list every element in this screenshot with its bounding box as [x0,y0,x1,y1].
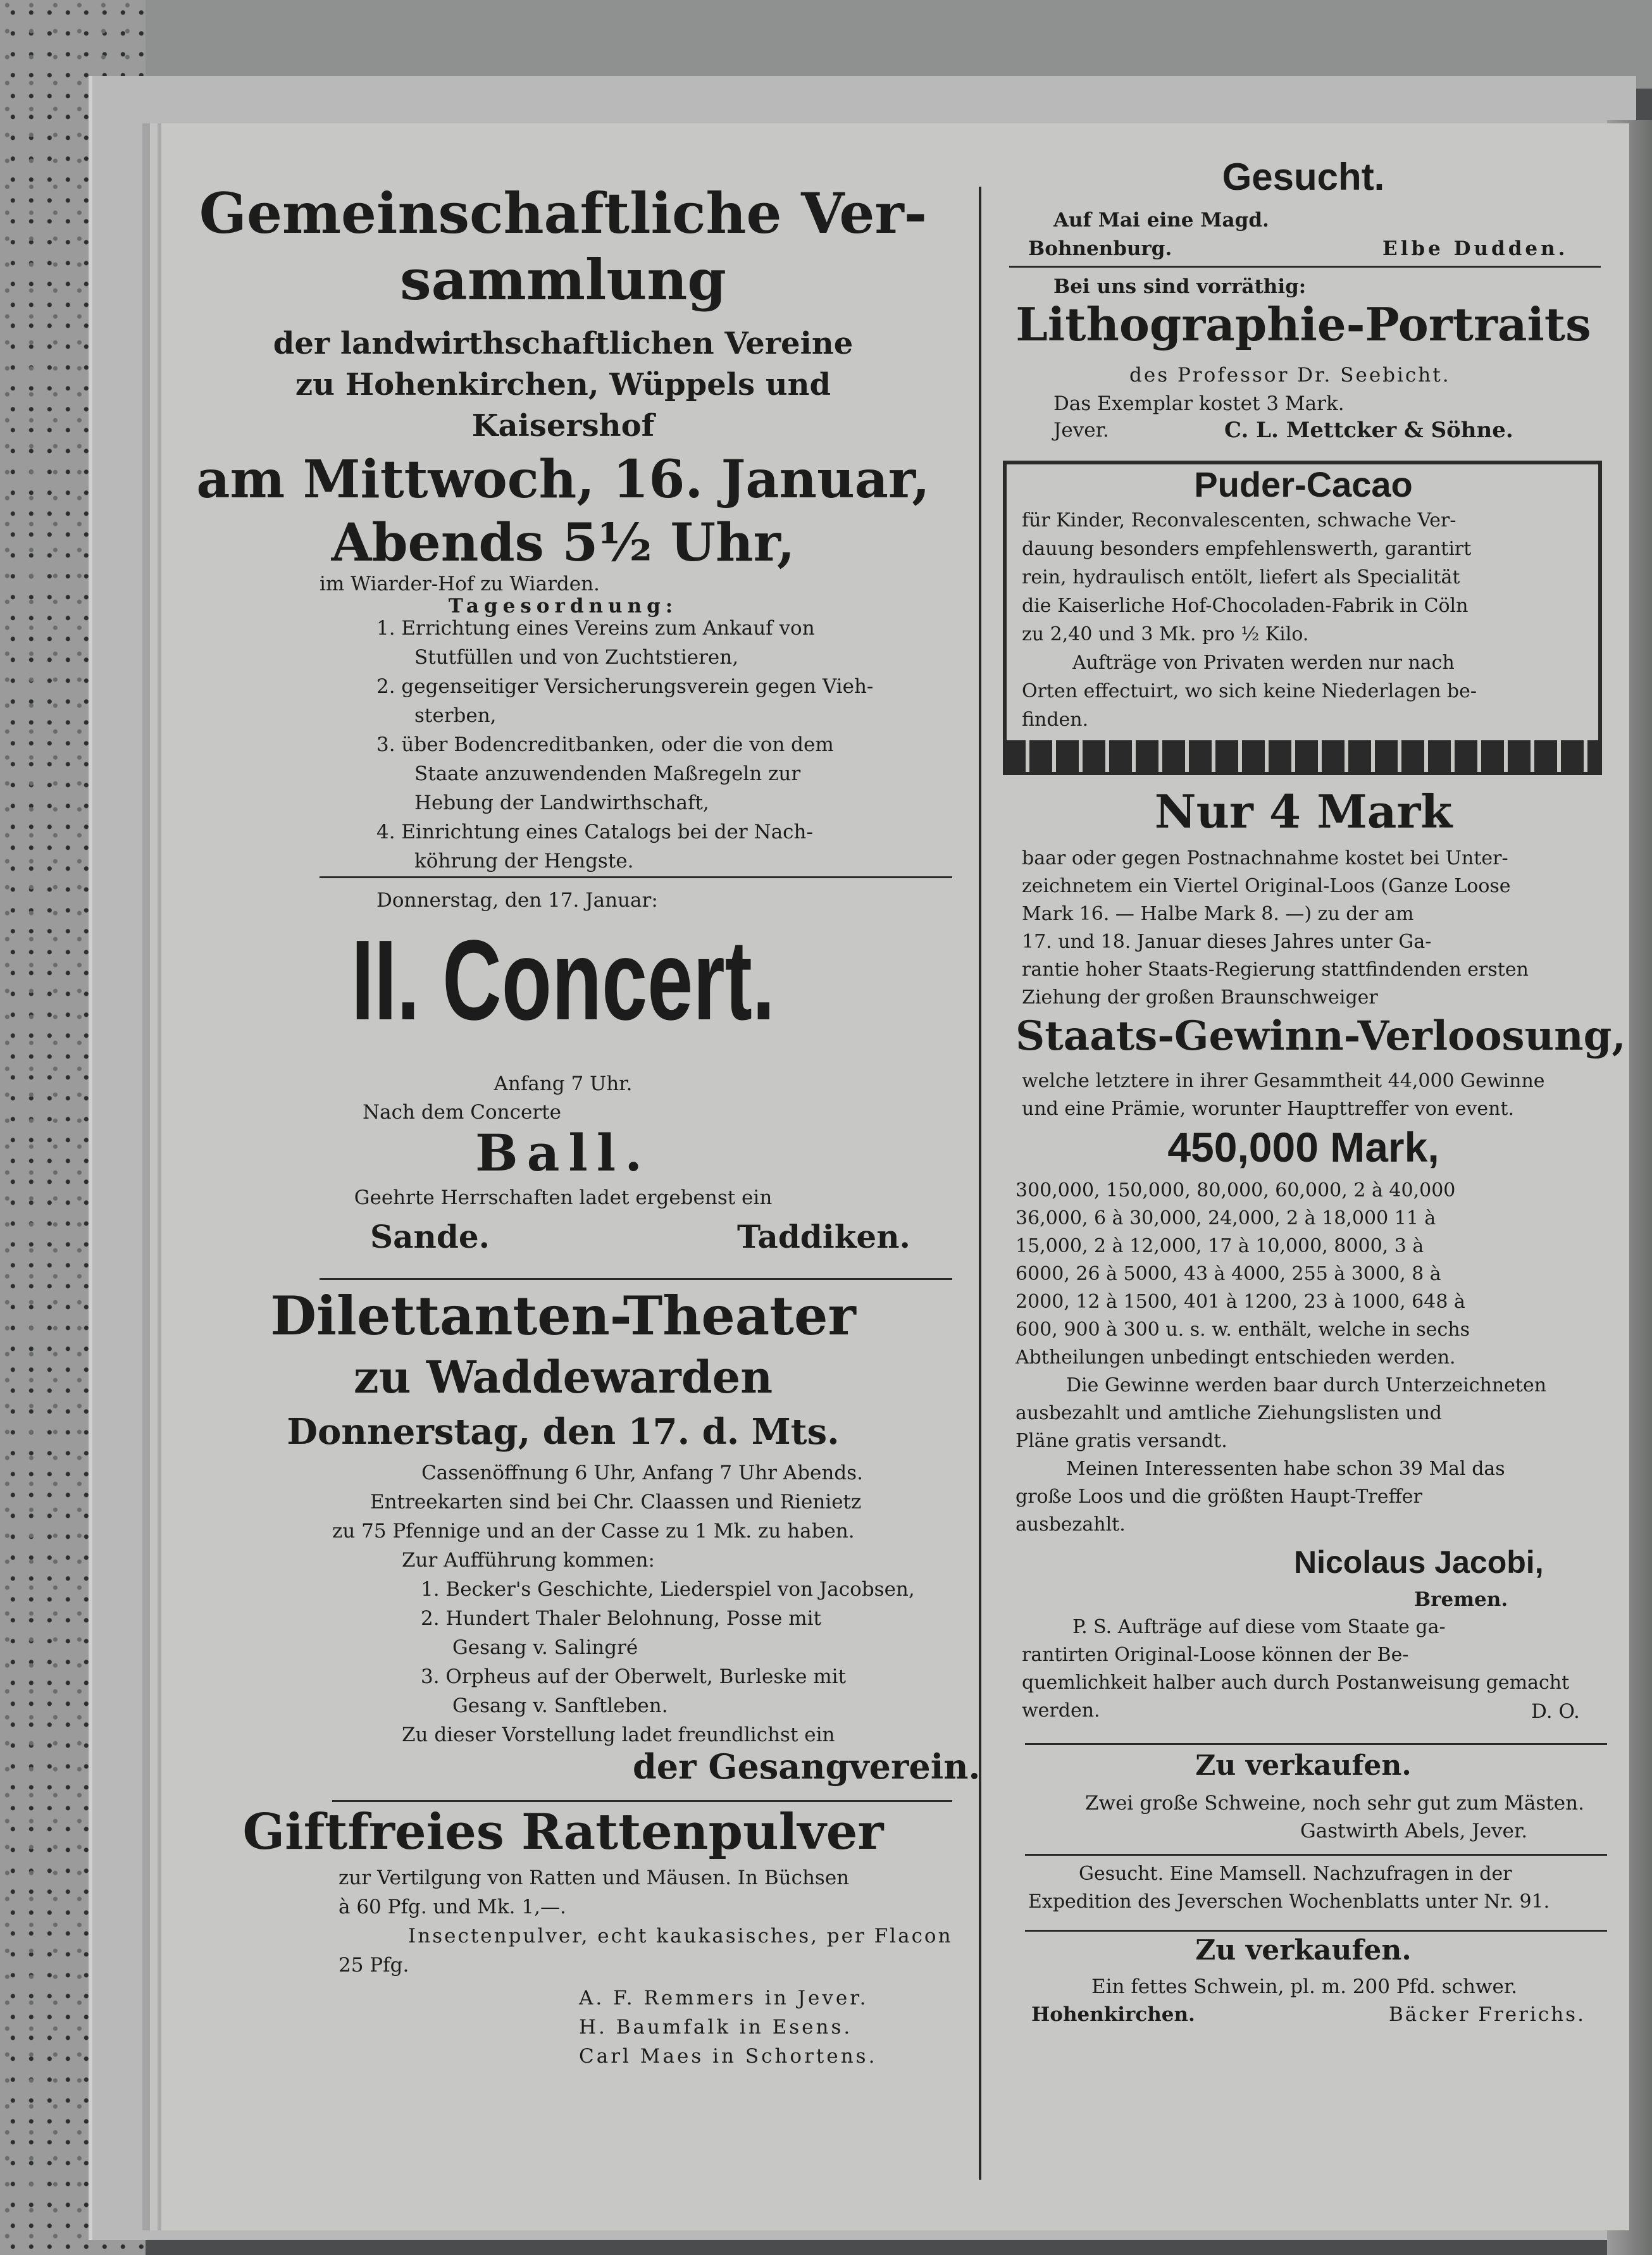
seller-line: Carl Maes in Schortens. [579,2045,878,2068]
theater-line: Zur Aufführung kommen: [402,1549,655,1572]
litho-price: Das Exemplar kostet 3 Mark. [1053,392,1345,415]
lotterie-ps-line: werden. [1022,1699,1100,1722]
versammlung-sub-1: der landwirthschaftlichen Vereine [273,326,854,361]
puder-line: finden. [1022,709,1089,731]
theater-date: Donnerstag, den 17. d. Mts. [287,1411,840,1453]
puder-line: die Kaiserliche Hof-Chocoladen-Fabrik in Cöln [1022,595,1469,617]
agenda-title: Tagesordnung: [448,595,678,618]
lotterie-mid [1022,1067,1604,1123]
lotterie-prizes [1015,1177,1598,1539]
agenda-line: sterben, [414,704,497,727]
concert-invite: Geehrte Herrschaften ladet ergebenst ein [354,1186,773,1209]
agenda-line: Stutfüllen und von Zuchtstieren, [414,646,739,669]
puder-line: zu 2,40 und 3 Mk. pro ½ Kilo. [1022,623,1309,645]
ratten-sellers [579,1984,877,2071]
lotterie-city: Bremen. [1414,1588,1508,1611]
lotterie-line: 2000, 12 à 1500, 401 à 1200, 23 à 1000, 648 à [1015,1291,1465,1313]
lotterie-line: rantie hoher Staats-Regierung stattfindenden ersten [1022,959,1529,981]
concert-after: Nach dem Concerte [363,1101,561,1124]
mamsell-ad [1028,1860,1610,1916]
theater-line: 1. Becker's Geschichte, Liederspiel von Jacobsen, [421,1578,915,1601]
versammlung-time: Abends 5½ Uhr, [331,512,795,573]
versammlung-sub-2: zu Hohenkirchen, Wüppels und [295,367,831,402]
separator [1025,1854,1607,1856]
column-rule [979,187,981,2180]
lotterie-line: große Loos und die größten Haupt-Treffer [1015,1486,1422,1508]
agenda-line: köhrung der Hengste. [414,850,634,873]
puder-cacao-ad-border [1003,740,1602,772]
newspaper-page [161,123,1629,2230]
puder-details [1022,506,1591,734]
lotterie-ps [1022,1613,1604,1725]
theater-details [332,1458,952,1749]
verkaufen1-sign: Gastwirth Abels, Jever. [1300,1820,1528,1842]
agenda-line: 2. gegenseitiger Versicherungsverein gegen Vieh- [376,675,874,698]
lotterie-ps-line: quemlichkeit halber auch durch Postanweisung gemacht [1022,1672,1570,1694]
agenda-line: 1. Errichtung eines Vereins zum Ankauf von [376,617,815,640]
concert-sign-right: Taddiken. [737,1218,910,1255]
agenda-line: Hebung der Landwirthschaft, [414,792,709,814]
concert-start: Anfang 7 Uhr. [494,1072,633,1095]
litho-intro: Bei uns sind vorräthig: [1053,275,1307,298]
lotterie-line: Ziehung der großen Braunschweiger [1022,986,1378,1009]
lotterie-line: Mark 16. — Halbe Mark 8. —) zu der am [1022,903,1414,925]
theater-line: Zu dieser Vorstellung ladet freundlichst ein [402,1724,835,1746]
lotterie-line: Pläne gratis versandt. [1015,1430,1227,1452]
verkaufen2-line: Ein fettes Schwein, pl. m. 200 Pfd. schwer. [1091,1975,1518,1998]
agenda-line: 4. Einrichtung eines Catalogs bei der Nach- [376,821,813,843]
lotterie-line: zeichnetem ein Viertel Original-Loos (Ganze Loose [1022,875,1511,897]
lotterie-line: Meinen Interessenten habe schon 39 Mal das [1066,1458,1505,1480]
theater-title: Dilettanten-Theater [270,1284,856,1347]
scan-background [0,0,1652,89]
lotterie-line: 36,000, 6 à 30,000, 24,000, 2 à 18,000 11 à [1015,1207,1436,1229]
lotterie-line: Abtheilungen unbedingt entschieden werden. [1015,1346,1456,1369]
seller-line: H. Baumfalk in Esens. [579,2016,853,2039]
lotterie-big: Staats-Gewinn-Verloosung, [1015,1012,1626,1060]
verkaufen1-line: Zwei große Schweine, noch sehr gut zum Mästen. [1085,1792,1584,1815]
separator [1009,266,1601,268]
gesucht-line: Auf Mai eine Magd. [1053,209,1269,232]
lotterie-line: ausbezahlt. [1015,1513,1126,1536]
lotterie-ps-line: P. S. Aufträge auf diese vom Staate ga- [1072,1616,1446,1638]
verkaufen2-title: Zu verkaufen. [1195,1934,1412,1966]
separator [320,1278,952,1280]
versammlung-title-1: Gemeinschaftliche Ver- [199,180,928,246]
separator [332,1800,952,1802]
litho-sub: des Professor Dr. Seebicht. [1129,364,1451,387]
verkaufen2-place: Hohenkirchen. [1031,2003,1195,2026]
theater-line: Cassenöffnung 6 Uhr, Anfang 7 Uhr Abends. [421,1462,863,1484]
theater-line: 2. Hundert Thaler Belohnung, Posse mit [421,1607,821,1630]
agenda-line: 3. über Bodencreditbanken, oder die von dem [376,733,834,756]
seller-line: A. F. Remmers in Jever. [579,1987,869,2010]
mamsell-line: Gesucht. Eine Mamsell. Nachzufragen in der [1079,1863,1512,1885]
theater-sign: der Gesangverein. [633,1746,981,1787]
gesucht-title: Gesucht. [1222,156,1385,198]
separator [1025,1930,1607,1932]
lotterie-line: 300,000, 150,000, 80,000, 60,000, 2 à 40,000 [1015,1179,1456,1202]
concert-date: Donnerstag, den 17. Januar: [376,889,658,912]
ratten-line: Insectenpulver, echt kaukasisches, per Flacon [408,1925,953,1948]
separator [320,876,952,878]
theater-line: Gesang v. Salingré [452,1636,638,1659]
ratten-line: zur Vertilgung von Ratten und Mäusen. In Büchsen [338,1867,850,1889]
versammlung-date: am Mittwoch, 16. Januar, [196,449,930,510]
lotterie-line: ausbezahlt und amtliche Ziehungslisten und [1015,1402,1442,1424]
lotterie-ps-line: rantirten Original-Loose können der Be- [1022,1644,1409,1666]
theater-line: Gesang v. Sanftleben. [452,1694,668,1717]
versammlung-title-2: sammlung [400,247,726,313]
mamsell-line: Expedition des Jeverschen Wochenblatts unter Nr. 91. [1028,1891,1550,1913]
lotterie-line: und eine Prämie, worunter Haupttreffer von event. [1022,1098,1514,1120]
theater-place: zu Waddewarden [353,1351,773,1403]
litho-title: Lithographie-Portraits [1015,297,1591,351]
verkaufen2-sign: Bäcker Frerichs. [1389,2003,1586,2026]
ratten-title: Giftfreies Rattenpulver [242,1803,884,1861]
lotterie-line: 17. und 18. Januar dieses Jahres unter Ga- [1022,931,1432,953]
verkaufen1-title: Zu verkaufen. [1195,1749,1412,1782]
ball-title: Ball. [475,1123,652,1183]
theater-line: 3. Orpheus auf der Oberwelt, Burleske mit [421,1665,847,1688]
lotterie-line: 15,000, 2 à 12,000, 17 à 10,000, 8000, 3 à [1015,1235,1424,1257]
lotterie-title: Nur 4 Mark [1154,785,1453,838]
puder-line: Aufträge von Privaten werden nur nach [1072,652,1455,674]
theater-line: Entreekarten sind bei Chr. Claassen und Rienietz [370,1491,862,1513]
lotterie-line: baar oder gegen Postnachnahme kostet bei Unter- [1022,847,1508,869]
puder-line: dauung besonders empfehlenswerth, garantirt [1022,538,1472,560]
agenda-list [376,614,933,876]
ratten-details [338,1863,959,1980]
lotterie-jackpot: 450,000 Mark, [1167,1124,1439,1171]
agenda-line: Staate anzuwendenden Maßregeln zur [414,762,801,785]
ratten-line: 25 Pfg. [338,1954,409,1977]
gesucht-place: Bohnenburg. [1028,237,1172,260]
concert-sign-left: Sande. [370,1218,490,1255]
litho-place: Jever. [1053,419,1109,442]
puder-title: Puder-Cacao [1194,464,1413,504]
ratten-line: à 60 Pfg. und Mk. 1,—. [338,1896,566,1918]
lotterie-line: Die Gewinne werden baar durch Unterzeichneten [1066,1374,1547,1396]
lotterie-line: 6000, 26 à 5000, 43 à 4000, 255 à 3000, 8 à [1015,1263,1441,1285]
gesucht-name: Elbe Dudden. [1382,237,1568,260]
puder-line: rein, hydraulisch entölt, liefert als Specialität [1022,566,1460,588]
lotterie-name: Nicolaus Jacobi, [1294,1544,1544,1580]
theater-line: zu 75 Pfennige und an der Casse zu 1 Mk. zu haben. [332,1520,855,1543]
separator [1025,1743,1607,1745]
lotterie-intro [1022,845,1604,1012]
versammlung-place: im Wiarder-Hof zu Wiarden. [320,573,600,595]
versammlung-sub-3: Kaisershof [471,408,655,444]
lotterie-ps-sign: D. O. [1531,1700,1580,1723]
litho-firm: C. L. Mettcker & Söhne. [1224,418,1513,443]
concert-title: II. Concert. [351,917,775,1044]
lotterie-line: welche letztere in ihrer Gesammtheit 44,000 Gewinne [1022,1070,1545,1092]
puder-line: für Kinder, Reconvalescenten, schwache Ver- [1022,509,1456,531]
puder-line: Orten effectuirt, wo sich keine Niederlagen be- [1022,680,1477,702]
lotterie-line: 600, 900 à 300 u. s. w. enthält, welche in sechs [1015,1319,1470,1341]
